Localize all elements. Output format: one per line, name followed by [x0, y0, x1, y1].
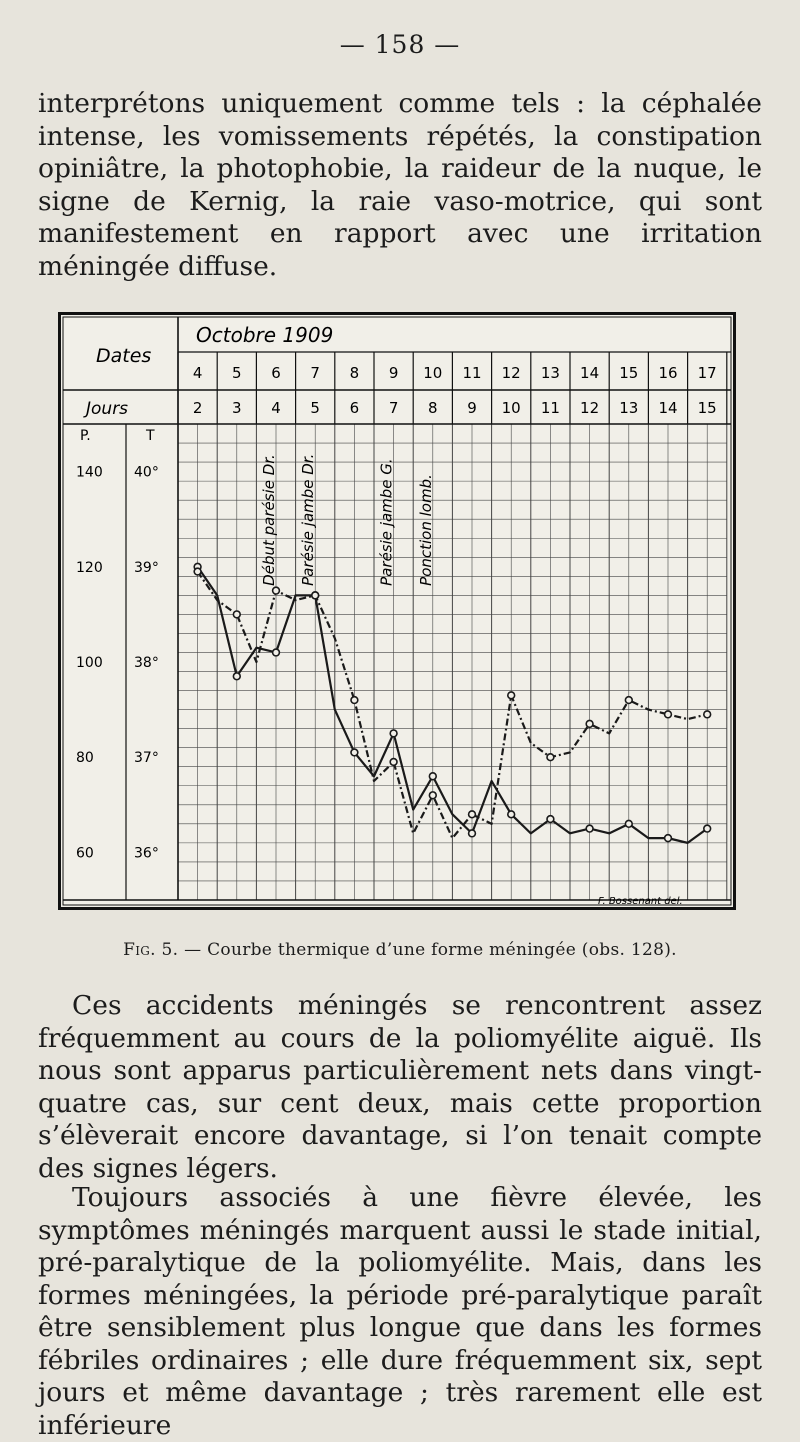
chart-header-month: Octobre 1909 [196, 323, 334, 347]
figure-signature: F. Bossenant del. [598, 896, 683, 907]
annotation-label: Début parésie Dr. [260, 454, 278, 586]
temp-axis-label: T [146, 428, 155, 444]
temp-tick-label: 37° [134, 750, 159, 767]
day-label: 5 [310, 399, 320, 417]
day-label: 11 [540, 399, 560, 417]
data-point [625, 820, 632, 827]
day-label: 4 [271, 399, 281, 417]
data-point [429, 773, 436, 780]
pulse-tick-label: 140 [76, 464, 103, 481]
data-point [312, 592, 319, 599]
temp-tick-label: 36° [134, 845, 159, 862]
figure-caption [0, 940, 800, 960]
day-label: 2 [192, 399, 203, 417]
data-point [273, 587, 280, 594]
data-point [508, 811, 515, 818]
data-point [351, 697, 358, 704]
date-label: 17 [697, 364, 717, 382]
pulse-tick-label: 120 [76, 559, 103, 576]
data-point [429, 792, 436, 799]
data-point [469, 811, 476, 818]
date-label: 5 [232, 364, 242, 382]
day-label: 15 [697, 399, 717, 417]
paragraph-accidents: Ces accidents méningés se rencontrent assez fréquemment au cours de la poliomyélite aiguë. Ils nous sont apparus particulièrement nets dans vingt-quatre cas, sur cent deux, mais cette proportion s’élèverait encore davantage, si l’on tenait compte des signes légers. [38, 990, 762, 1184]
date-label: 16 [658, 364, 678, 382]
pulse-tick-label: 100 [76, 655, 103, 671]
date-label: 12 [501, 364, 521, 382]
annotation-label: Ponction lomb. [416, 474, 435, 586]
day-label: 12 [580, 399, 600, 417]
data-point [390, 759, 397, 766]
pulse-axis-label: P. [80, 428, 91, 444]
date-label: 9 [388, 364, 399, 382]
temperature-chart [58, 312, 736, 910]
data-point [233, 673, 240, 680]
temperature-chart-figure [58, 312, 736, 910]
figure-caption-label: Fig. 5. [123, 940, 179, 960]
data-point [704, 711, 711, 718]
data-point [469, 830, 476, 837]
temp-tick-label: 38° [134, 655, 159, 671]
day-label: 8 [428, 399, 438, 417]
date-label: 8 [349, 364, 360, 382]
temp-tick-label: 39° [134, 559, 159, 576]
date-label: 4 [192, 364, 203, 382]
pulse-tick-label: 60 [76, 845, 94, 862]
paragraph-intro: interprétons uniquement comme tels : la céphalée intense, les vomissements répétés, la constipation opiniâtre, la photophobie, la raideur de la nuque, le signe de Kernig, la raie vaso-motrice, qui sont manifestement en rapport avec une irritation méningée diffuse. [38, 88, 762, 282]
date-label: 14 [580, 364, 600, 382]
annotation-label: Parésie jambe Dr. [299, 453, 318, 586]
day-label: 9 [467, 399, 477, 417]
date-label: 7 [310, 364, 320, 382]
day-label: 13 [619, 399, 639, 417]
date-label: 15 [619, 364, 639, 382]
data-point [586, 825, 593, 832]
data-point [233, 611, 240, 618]
temp-tick-label: 40° [134, 464, 159, 481]
data-point [547, 816, 554, 823]
data-point [547, 754, 554, 761]
figure-caption-text: — Courbe thermique d’une forme méningée (obs. 128). [184, 940, 677, 960]
data-point [390, 730, 397, 737]
date-label: 11 [462, 364, 482, 382]
day-label: 7 [388, 399, 399, 417]
day-label: 6 [349, 399, 360, 417]
annotation-label: Parésie jambe G. [377, 458, 396, 586]
date-label: 10 [423, 364, 443, 382]
paragraph-symptoms: Toujours associés à une fièvre élevée, les symptômes méningés marquent aussi le stade initial, pré-paralytique de la poliomyélite. Mais, dans les formes méningées, la période pré-paralytique paraît être sensiblement plus longue que dans les formes fébriles ordinaires ; elle dure fréquemment six, sept jours et même davantage ; très rarement elle est inférieure [38, 1182, 762, 1441]
row-label-dates: Dates [96, 345, 152, 367]
data-point [586, 720, 593, 727]
data-point [704, 825, 711, 832]
data-point [351, 749, 358, 756]
date-label: 6 [271, 364, 281, 382]
data-point [273, 649, 280, 656]
data-point [194, 568, 201, 575]
data-point [508, 692, 515, 699]
data-point [665, 711, 672, 718]
day-label: 14 [658, 399, 678, 417]
date-label: 13 [540, 364, 560, 382]
page-number: — 158 — [339, 30, 461, 59]
row-label-days: Jours [86, 399, 129, 419]
day-label: 10 [501, 399, 521, 417]
day-label: 3 [232, 399, 242, 417]
data-point [625, 697, 632, 704]
pulse-tick-label: 80 [76, 750, 94, 767]
data-point [665, 835, 672, 842]
